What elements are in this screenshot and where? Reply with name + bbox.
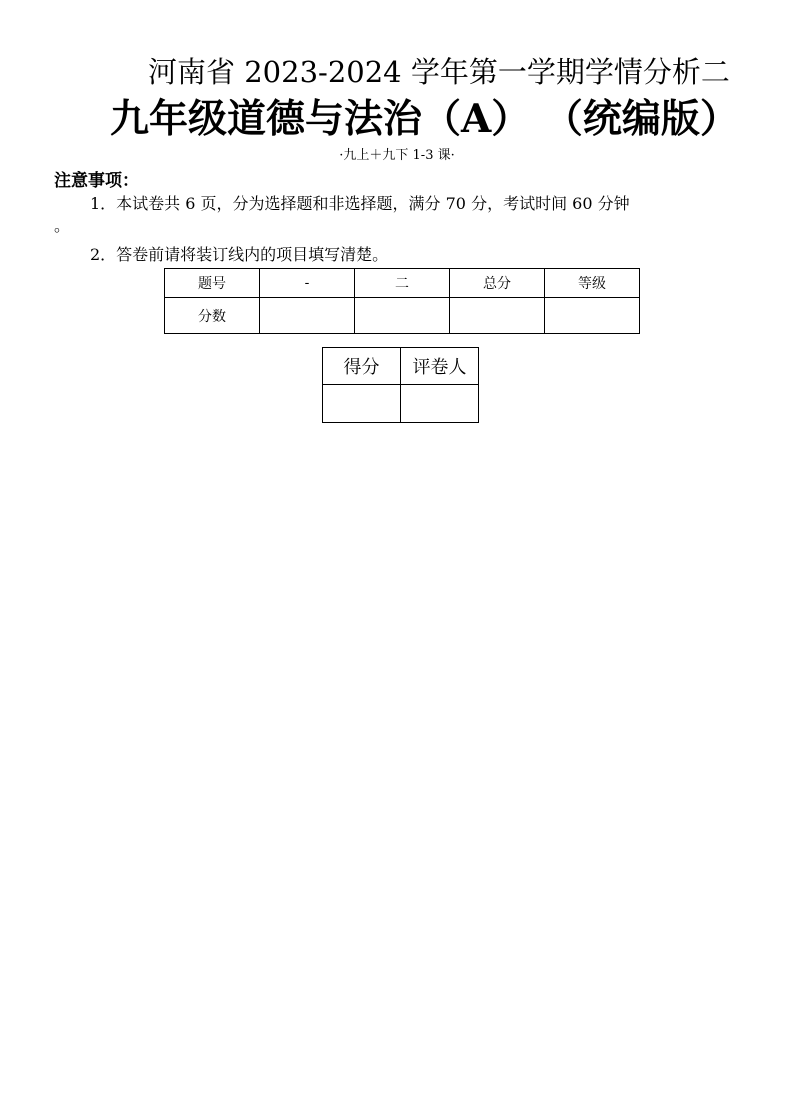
- grader-cell-score[interactable]: [323, 385, 401, 423]
- score-table: [164, 268, 640, 334]
- grader-table-row: [323, 385, 479, 423]
- score-header-cell: 总分: [450, 269, 545, 298]
- notice-item-1: 1．本试卷共 6 页，分为选择题和非选择题，满分 70 分，考试时间 60 分钟: [90, 194, 630, 213]
- score-header-cell: 等级: [545, 269, 640, 298]
- notice-heading: 注意事项：: [54, 171, 139, 191]
- exam-scope-subtitle: ·九上＋九下 1-3 课·: [339, 148, 455, 163]
- score-header-cell: -: [260, 269, 355, 298]
- score-table-row: [165, 298, 640, 334]
- score-header-cell: 题号: [165, 269, 260, 298]
- grader-header-score: 得分: [323, 348, 401, 385]
- grader-header-reviewer: 评卷人: [401, 348, 479, 385]
- grader-table: [322, 347, 479, 423]
- notice-item-2: 2．答卷前请将装订线内的项目填写清楚。: [90, 245, 389, 264]
- score-header-cell: 二: [355, 269, 450, 298]
- score-row-label: 分数: [165, 298, 260, 334]
- exam-title-line2: 九年级道德与法治（A） （统编版）: [110, 96, 739, 142]
- notice-item-1-tail: 。: [54, 216, 71, 235]
- score-cell-part2[interactable]: [355, 298, 450, 334]
- grader-cell-reviewer[interactable]: [401, 385, 479, 423]
- exam-title-line1: 河南省 2023-2024 学年第一学期学情分析二: [148, 55, 730, 89]
- score-cell-total[interactable]: [450, 298, 545, 334]
- score-table-header-row: [165, 269, 640, 298]
- score-cell-grade[interactable]: [545, 298, 640, 334]
- score-cell-part1[interactable]: [260, 298, 355, 334]
- grader-table-header-row: [323, 348, 479, 385]
